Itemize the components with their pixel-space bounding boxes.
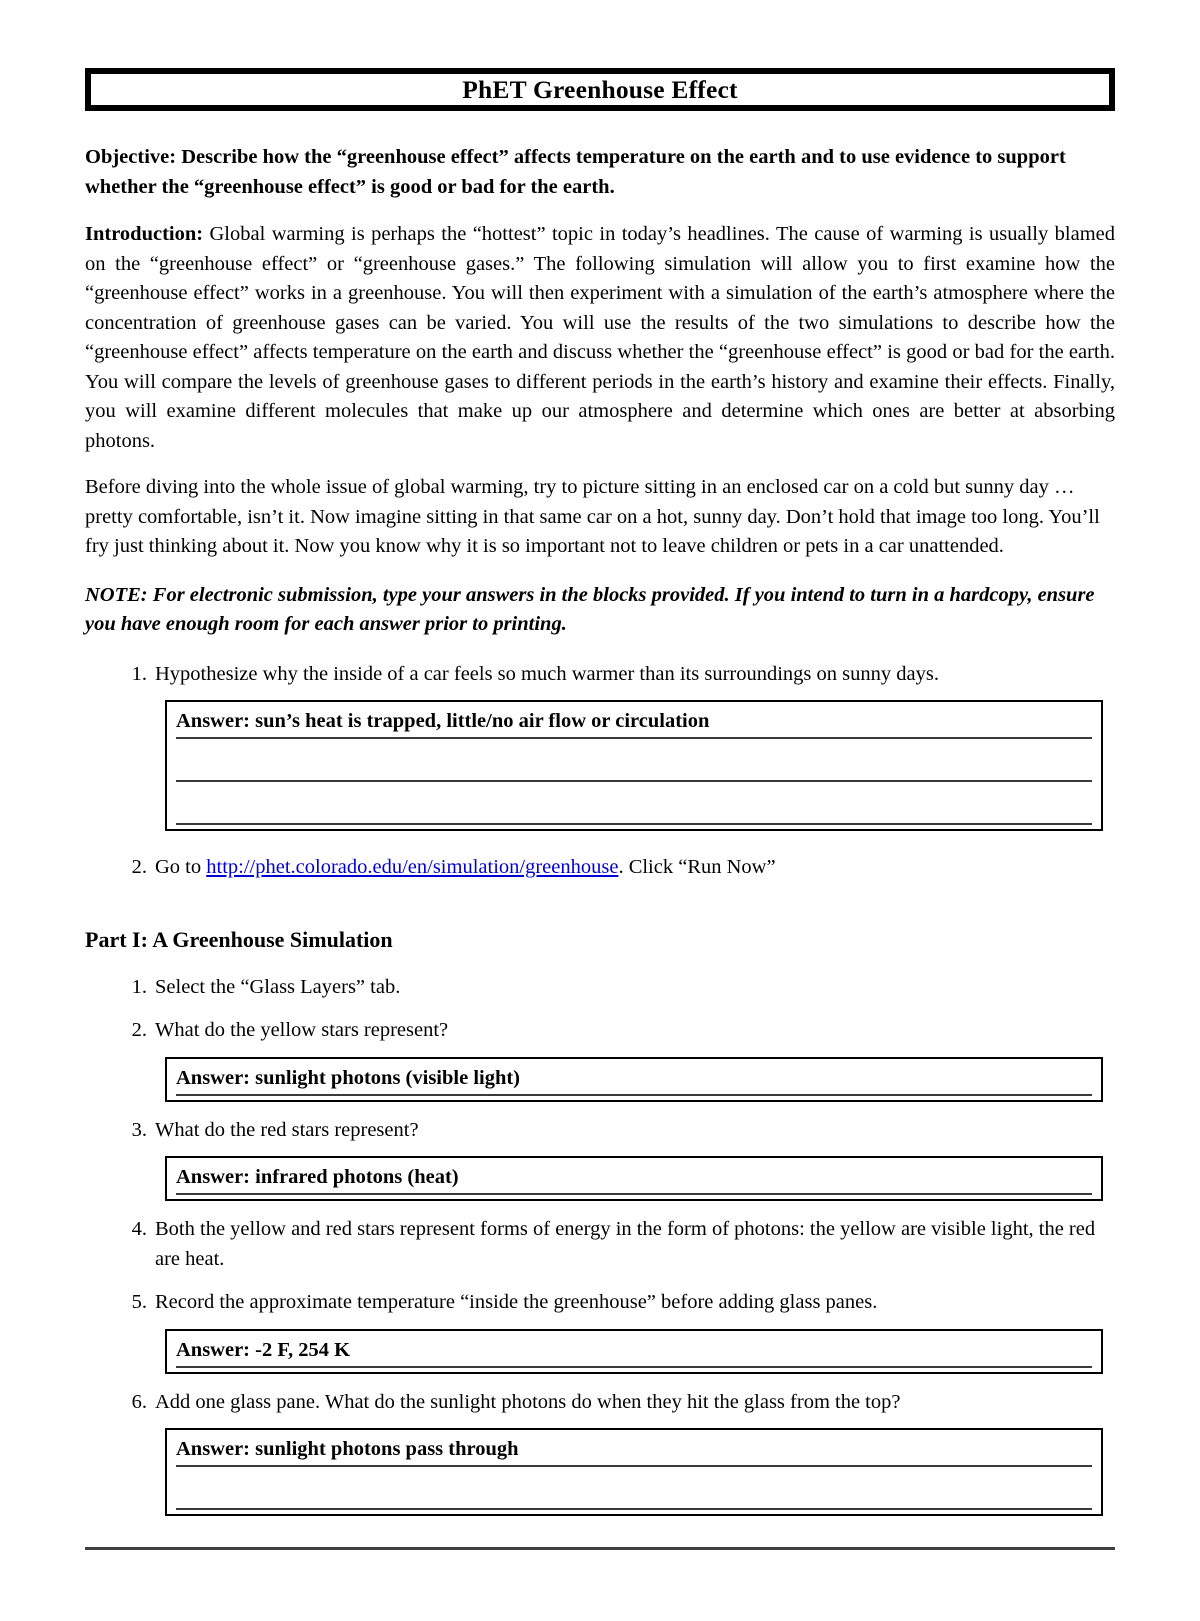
list-item-text: What do the yellow stars represent? [155, 1019, 449, 1042]
list-item [85, 660, 1115, 832]
answer-box-p1-q3[interactable] [165, 1156, 1103, 1201]
answer-box-p1-q2[interactable] [165, 1057, 1103, 1102]
list-item-text: Record the approximate temperature “inside the greenhouse” before adding glass panes. [155, 1291, 878, 1314]
objective-paragraph [85, 143, 1115, 202]
answer-line-filled[interactable] [176, 1337, 1092, 1368]
list-item-text: Both the yellow and red stars represent forms of energy in the form of photons: the yellow are visible light, the red are heat. [155, 1218, 1096, 1270]
answer-box-p1-q5[interactable] [165, 1329, 1103, 1374]
list-item [85, 1215, 1115, 1274]
answer-box-p1-q6[interactable] [165, 1428, 1103, 1516]
answer-label: Answer: [176, 710, 251, 733]
answer-value: infrared photons (heat) [250, 1166, 459, 1189]
objective-label: Objective: [85, 146, 177, 168]
list-number: 4. [131, 1218, 147, 1241]
note-label: NOTE: [85, 583, 148, 606]
answer-line-filled[interactable] [176, 1436, 1092, 1467]
introduction-text: Global warming is perhaps the “hottest” topic in today’s headlines. The cause of warming is usually blamed on the “greenhouse effect” or “greenhouse gases.” The following simulation will allow you to first examine how the “greenhouse effect” works in a greenhouse. You will then experiment with a simulation of the earth’s atmosphere where the concentration of greenhouse gases can be varied. You will use the results of the two simulations to describe how the “greenhouse effect” affects temperature on the earth and discuss whether the “greenhouse effect” is good or bad for the earth. You will compare the levels of greenhouse gases to different periods in the earth’s history and examine their effects. Finally, you will examine different molecules that make up our atmosphere and determine which ones are better at absorbing photons. [85, 223, 1115, 452]
document-page [0, 68, 1200, 1621]
list-item-text: What do the red stars represent? [155, 1118, 419, 1141]
part-one-list [85, 973, 1115, 1517]
answer-label: Answer: [176, 1166, 251, 1189]
goto-prefix: Go to [155, 856, 207, 879]
answer-line-filled[interactable] [176, 1065, 1092, 1096]
note-text: For electronic submission, type your answers in the blocks provided. If you intend to turn in a hardcopy, ensure you have enough room for each answer prior to printing. [85, 583, 1095, 636]
list-item [85, 1016, 1115, 1102]
list-item-text: Select the “Glass Layers” tab. [155, 975, 401, 998]
before-paragraph-text: Before diving into the whole issue of global warming, try to picture sitting in an enclosed car on a cold but sunny day … pretty comfortable, isn’t it. Now imagine sitting in that same car on a hot, sunny day. Don’t hold that image too long. You’ll fry just thinking about it. Now you know why it is so important not to leave children or pets in a car unattended. [85, 476, 1100, 558]
answer-label: Answer: [176, 1066, 251, 1089]
answer-line-spacer [176, 782, 1092, 794]
answer-line-spacer [176, 739, 1092, 751]
answer-label: Answer: [176, 1338, 251, 1361]
list-number: 1. [131, 975, 147, 998]
answer-label: Answer: [176, 1438, 251, 1461]
introduction-paragraph [85, 220, 1115, 456]
answer-line-spacer [176, 1467, 1092, 1479]
document-title-banner [85, 68, 1115, 111]
answer-value: -2 F, 254 K [250, 1338, 351, 1361]
list-item [85, 1288, 1115, 1374]
part-one-heading: Part I: A Greenhouse Simulation [85, 926, 393, 952]
answer-line-blank[interactable] [176, 1479, 1092, 1510]
phet-simulation-link[interactable]: http://phet.colorado.edu/en/simulation/greenhouse [206, 856, 619, 879]
list-number: 5. [131, 1291, 147, 1314]
answer-line-blank[interactable] [176, 751, 1092, 782]
list-number: 6. [131, 1390, 147, 1413]
list-number: 2. [131, 1019, 147, 1042]
intro-question-list [85, 660, 1115, 883]
answer-value: sun’s heat is trapped, little/no air flow or circulation [250, 710, 710, 733]
page-title: PhET Greenhouse Effect [462, 74, 738, 104]
answer-value: sunlight photons pass through [250, 1438, 519, 1461]
answer-line-filled[interactable] [176, 708, 1092, 739]
list-item-text: Hypothesize why the inside of a car feels so much warmer than its surroundings on sunny days. [155, 662, 939, 685]
list-item-text: Add one glass pane. What do the sunlight photons do when they hit the glass from the top? [155, 1390, 901, 1413]
answer-box-q1[interactable] [165, 700, 1103, 831]
answer-line-filled[interactable] [176, 1164, 1092, 1195]
list-item-text [155, 853, 1115, 883]
list-item [85, 1116, 1115, 1202]
list-number: 2. [131, 856, 147, 879]
goto-suffix: . Click “Run Now” [618, 856, 776, 879]
list-item [85, 1388, 1115, 1517]
list-item [85, 973, 1115, 1003]
answer-value: sunlight photons (visible light) [250, 1066, 521, 1089]
before-paragraph [85, 473, 1115, 562]
answer-line-blank[interactable] [176, 794, 1092, 825]
list-item [85, 853, 1115, 883]
list-number: 3. [131, 1118, 147, 1141]
note-paragraph [85, 581, 1115, 640]
list-number: 1. [131, 662, 147, 685]
footer-divider [85, 1547, 1115, 1550]
objective-text: Describe how the “greenhouse effect” affects temperature on the earth and to use evidence to support whether the “greenhouse effect” is good or bad for the earth. [85, 146, 1066, 198]
introduction-label: Introduction: [85, 223, 204, 246]
